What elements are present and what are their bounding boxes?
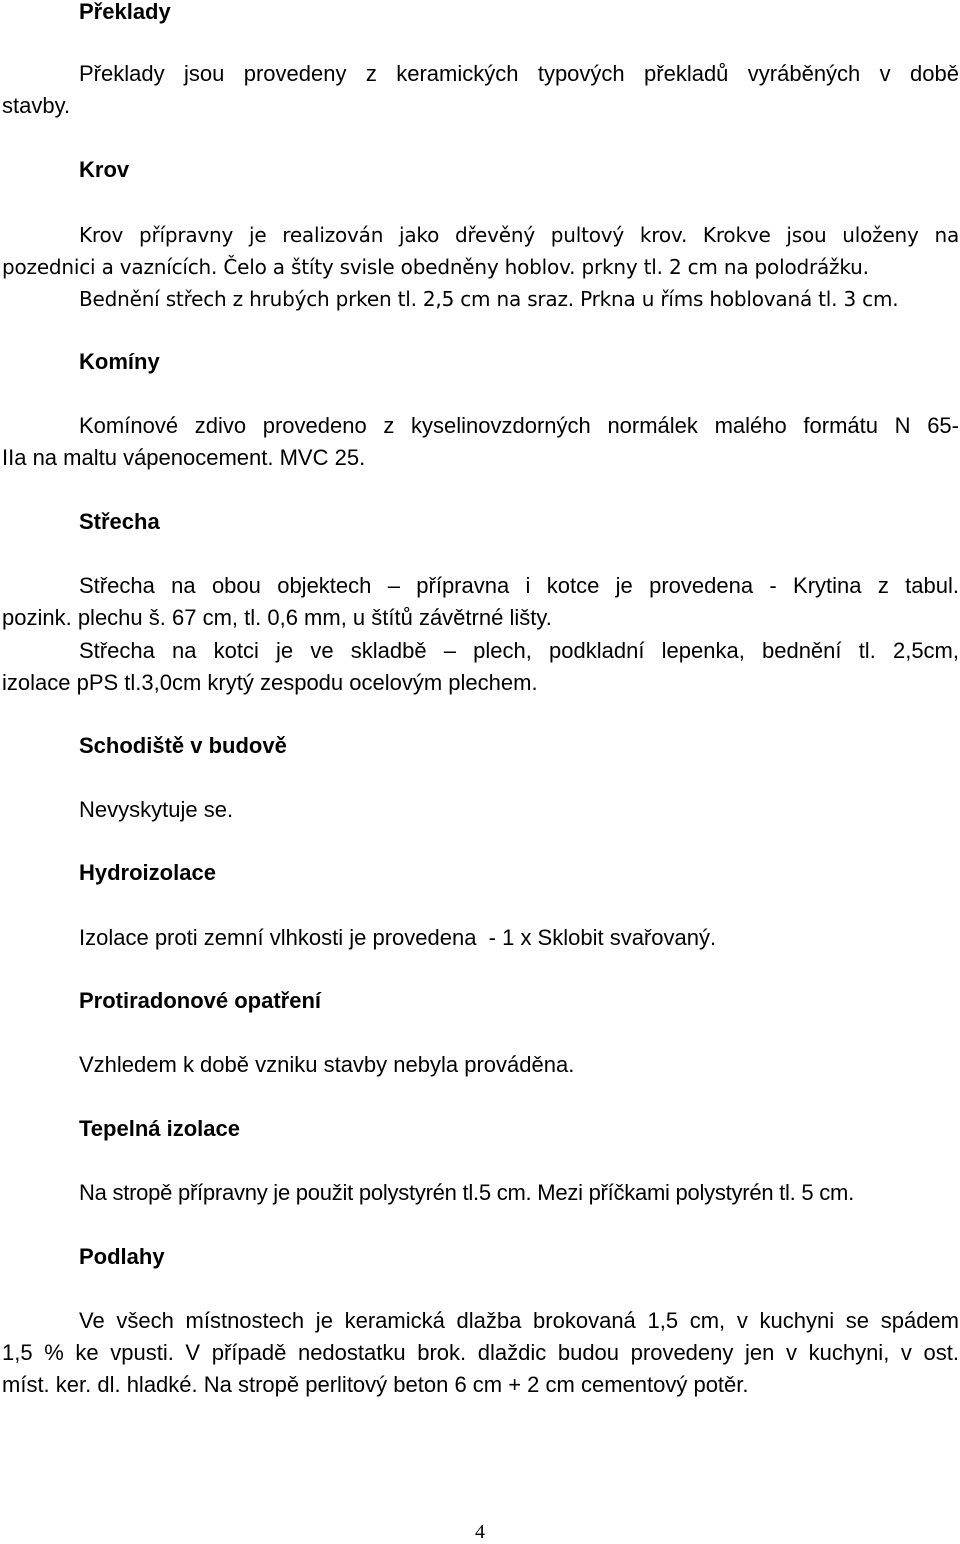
paragraph-line: Vzhledem k době vzniku stavby nebyla prováděna. bbox=[79, 1052, 575, 1077]
paragraph-line: IIa na maltu vápenocement. MVC 25. bbox=[2, 445, 366, 470]
paragraph-line: Střecha na kotci je ve skladbě – plech, podkladní lepenka, bednění tl. 2,5cm, bbox=[79, 638, 959, 663]
paragraph-line: Ve všech místnostech je keramická dlažba brokovaná 1,5 cm, v kuchyni se spádem bbox=[79, 1308, 959, 1333]
paragraph-line: Krov přípravny je realizován jako dřevěný pultový krov. Krokve jsou uloženy na bbox=[79, 223, 959, 247]
paragraph-line: Na stropě přípravny je použit polystyrén tl.5 cm. Mezi příčkami polystyrén tl. 5 cm. bbox=[79, 1180, 854, 1205]
section-heading-podlahy: Podlahy bbox=[79, 1244, 165, 1269]
paragraph-line: Překlady jsou provedeny z keramických typových překladů vyráběných v době bbox=[79, 61, 959, 86]
paragraph-line: Nevyskytuje se. bbox=[79, 797, 234, 822]
paragraph-line: 1,5 % ke vpusti. V případě nedostatku brok. dlaždic budou provedeny jen v kuchyni, v ost. bbox=[2, 1340, 959, 1365]
paragraph-line: stavby. bbox=[2, 93, 71, 118]
section-heading-hydroizolace: Hydroizolace bbox=[79, 860, 216, 885]
paragraph-line: izolace pPS tl.3,0cm krytý zespodu ocelovým plechem. bbox=[2, 670, 538, 695]
section-heading-protiradonove-opatreni: Protiradonové opatření bbox=[79, 988, 322, 1013]
paragraph-line: míst. ker. dl. hladké. Na stropě perlitový beton 6 cm + 2 cm cementový potěr. bbox=[2, 1372, 749, 1397]
section-heading-tepelna-izolace: Tepelná izolace bbox=[79, 1116, 240, 1141]
page-number: 4 bbox=[475, 1521, 485, 1543]
paragraph-line: Izolace proti zemní vlhkosti je provedena - 1 x Sklobit svařovaný. bbox=[79, 925, 717, 950]
section-heading-strecha: Střecha bbox=[79, 509, 160, 534]
section-heading-preklady: Překlady bbox=[79, 0, 171, 24]
paragraph-line: Komínové zdivo provedeno z kyselinovzdorných normálek malého formátu N 65- bbox=[79, 413, 959, 438]
section-heading-kominy: Komíny bbox=[79, 349, 160, 374]
paragraph-line: Střecha na obou objektech – přípravna i kotce je provedena - Krytina z tabul. bbox=[79, 573, 959, 598]
paragraph-line: pozink. plechu š. 67 cm, tl. 0,6 mm, u štítů závětrné lišty. bbox=[2, 605, 552, 630]
section-heading-schodiste: Schodiště v budově bbox=[79, 733, 287, 758]
paragraph-line: pozednici a vaznících. Čelo a štíty svisle obedněny hoblov. prkny tl. 2 cm na polodrážku. bbox=[2, 255, 869, 279]
section-heading-krov: Krov bbox=[79, 157, 130, 182]
paragraph-line: Bednění střech z hrubých prken tl. 2,5 cm na sraz. Prkna u říms hoblovaná tl. 3 cm. bbox=[79, 287, 899, 311]
